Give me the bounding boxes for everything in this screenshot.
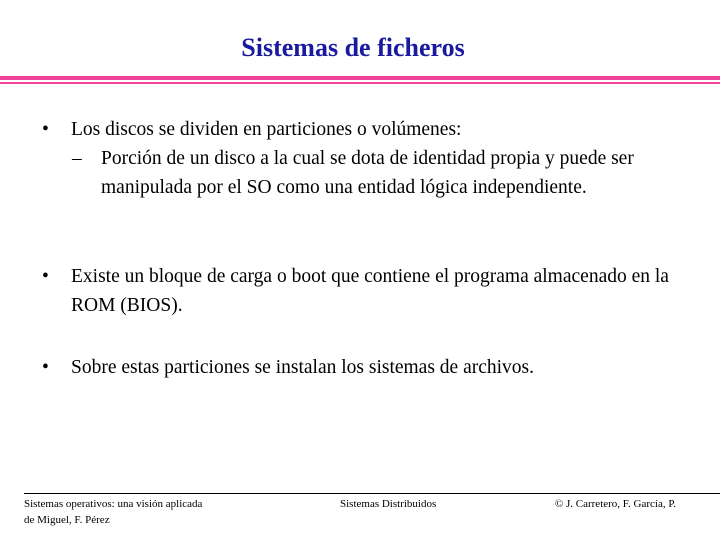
footer-book-title: Sistemas operativos: una visión aplicada	[24, 498, 203, 510]
dash-icon: –	[72, 148, 82, 169]
bullet-text: Sobre estas particiones se instalan los sistemas de archivos.	[71, 357, 535, 378]
footer-copyright: © J. Carretero, F. García, P.	[554, 498, 676, 510]
bullet-icon: •	[42, 357, 49, 378]
footer-course: Sistemas Distribuidos	[340, 498, 437, 510]
bullet-icon: •	[42, 119, 49, 140]
bullet-text: Existe un bloque de carga o boot que contiene el programa almacenado en la ROM (BIOS).	[71, 266, 669, 316]
title-rule-thick	[0, 76, 720, 80]
bullet-text: Los discos se dividen en particiones o volúmenes:	[71, 119, 462, 140]
sub-bullet-text: Porción de un disco a la cual se dota de identidad propia y puede ser manipulada por el SO como una entidad lógica independiente.	[101, 148, 634, 198]
footer-book-credit	[24, 496, 264, 528]
bullet-icon: •	[42, 266, 49, 287]
footer-rule	[24, 493, 720, 494]
title-rule-thin	[0, 82, 720, 84]
slide-title: Sistemas de ficheros	[241, 33, 465, 62]
footer-book-authors: de Miguel, F. Pérez	[24, 514, 110, 526]
